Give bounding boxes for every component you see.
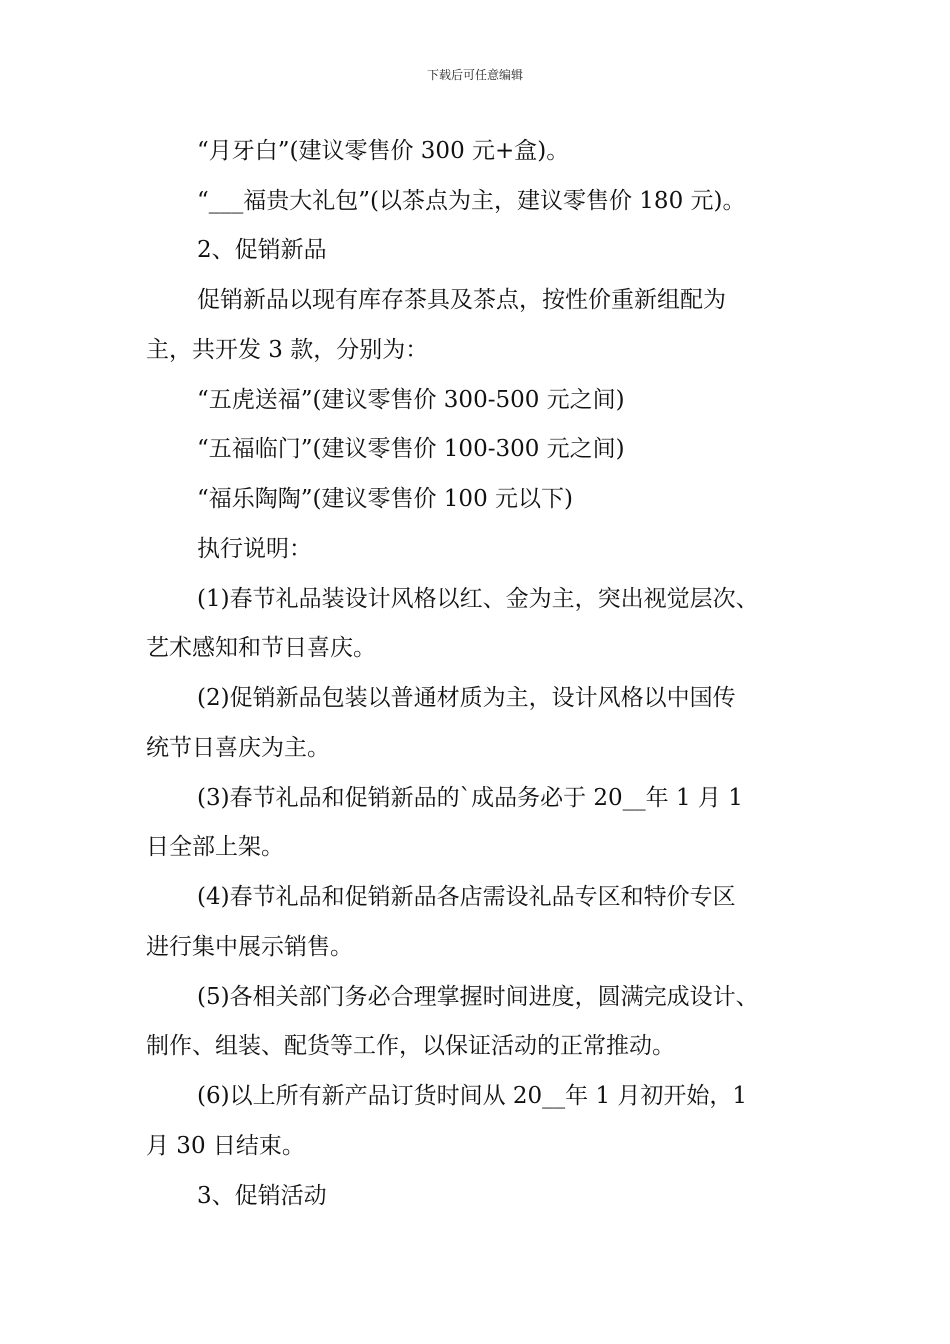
text-line: (5)各相关部门务必合理掌握时间进度，圆满完成设计、 xyxy=(197,984,759,1010)
text-line: (2)促销新品包装以普通材质为主，设计风格以中国传 xyxy=(197,685,736,711)
text-line: 统节日喜庆为主。 xyxy=(146,735,330,761)
text-line: 艺术感知和节日喜庆。 xyxy=(146,635,376,661)
text-line: 进行集中展示销售。 xyxy=(146,934,353,960)
text-line: (3)春节礼品和促销新品的`成品务必于 20__年 1 月 1 xyxy=(197,785,743,811)
section-heading: 3、促销活动 xyxy=(197,1183,327,1209)
text-line: 月 30 日结束。 xyxy=(146,1133,305,1159)
text-line: “福乐陶陶”(建议零售价 100 元以下) xyxy=(197,486,573,512)
page-header: 下载后可任意编辑 xyxy=(426,68,523,82)
text-line: 促销新品以现有库存茶具及茶点，按性价重新组配为 xyxy=(197,287,726,313)
text-line: 主，共开发 3 款，分别为： xyxy=(146,337,429,363)
text-line: “五福临门”(建议零售价 100-300 元之间) xyxy=(197,436,625,462)
text-line: (4)春节礼品和促销新品各店需设礼品专区和特价专区 xyxy=(197,884,736,910)
text-line: (6)以上所有新产品订货时间从 20__年 1 月初开始，1 xyxy=(197,1083,748,1109)
text-line: (1)春节礼品装设计风格以红、金为主，突出视觉层次、 xyxy=(197,586,759,612)
text-line: “___福贵大礼包”(以茶点为主，建议零售价 180 元)。 xyxy=(197,188,746,214)
text-line: “月牙白”(建议零售价 300 元+盒)。 xyxy=(197,138,570,164)
text-line: 日全部上架。 xyxy=(146,834,284,860)
text-line: “五虎送福”(建议零售价 300-500 元之间) xyxy=(197,387,625,413)
text-line: 执行说明： xyxy=(197,536,312,562)
text-line: 制作、组装、配货等工作，以保证活动的正常推动。 xyxy=(146,1033,675,1059)
section-heading: 2、促销新品 xyxy=(197,237,327,263)
